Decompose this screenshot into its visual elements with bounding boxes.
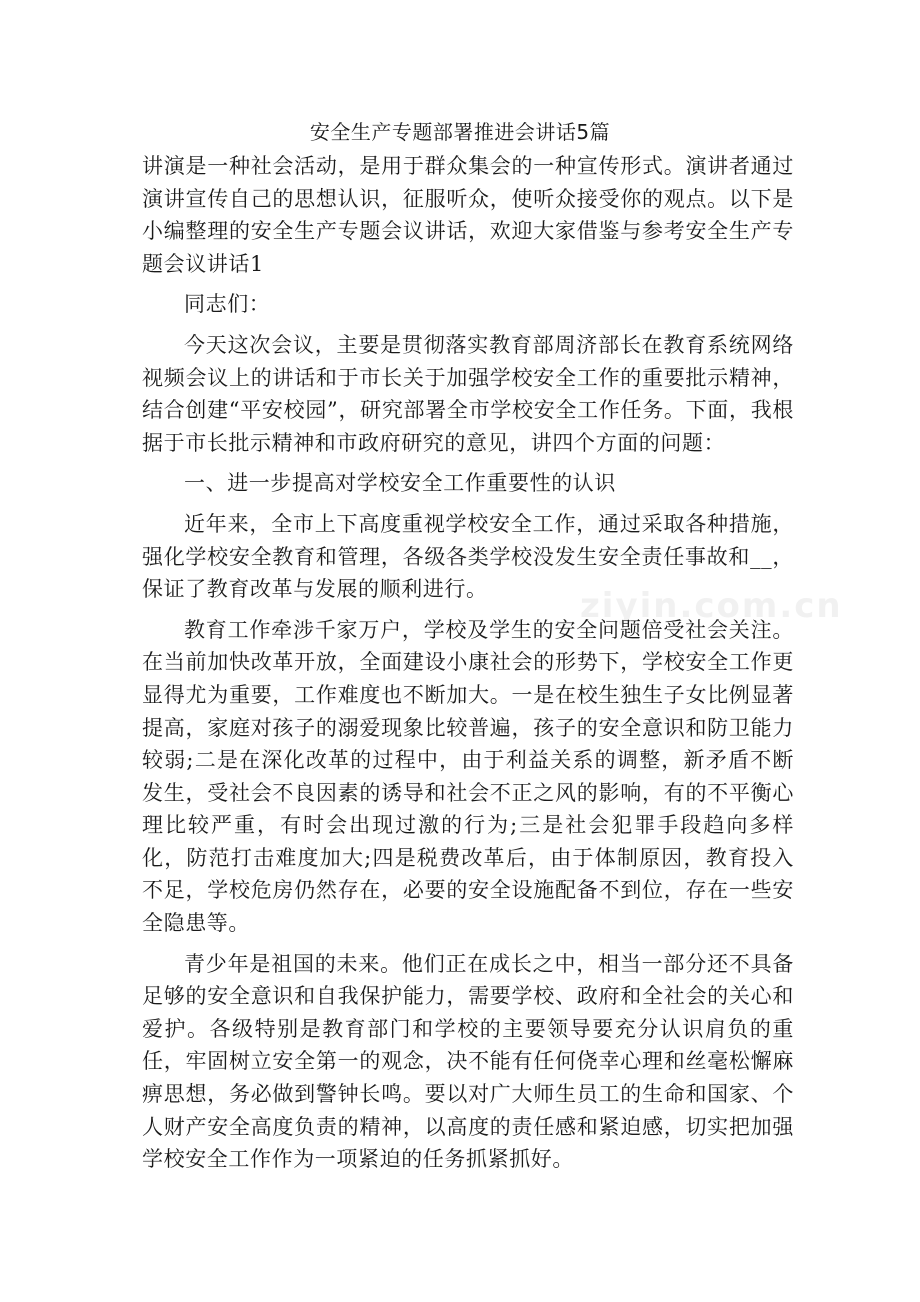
- body-paragraph: 教育工作牵涉千家万户，学校及学生的安全问题倍受社会关注。在当前加快改革开放，全面建设小康社会的形势下，学校安全工作更显得尤为重要，工作难度也不断加大。一是在校生独生子女比例显著提高，家庭对孩子的溺爱现象比较普遍，孩子的安全意识和防卫能力较弱;二是在深化改革的过程中，由于利益关系的调整，新矛盾不断发生，受社会不良因素的诱导和社会不正之风的影响，有的不平衡心理比较严重，有时会出现过激的行为;三是社会犯罪手段趋向多样化，防范打击难度加大;四是税费改革后，由于体制原因，教育投入不足，学校危房仍然存在，必要的安全设施配备不到位，存在一些安全隐患等。: [142, 617, 794, 936]
- body-paragraph: 青少年是祖国的未来。他们正在成长之中，相当一部分还不具备足够的安全意识和自我保护能力，需要学校、政府和全社会的关心和爱护。各级特别是教育部门和学校的主要领导要充分认识肩负的重任，牢固树立安全第一的观念，决不能有任何侥幸心理和丝毫松懈麻痹思想，务必做到警钟长鸣。要以对广大师生员工的生命和国家、个人财产安全高度负责的精神，以高度的责任感和紧迫感，切实把加强学校安全工作作为一项紧迫的任务抓紧抓好。: [142, 951, 794, 1172]
- document-body: [142, 150, 794, 1176]
- body-paragraph: 今天这次会议，主要是贯彻落实教育部周济部长在教育系统网络视频会议上的讲话和于市长关于加强学校安全工作的重要批示精神，结合创建“平安校园”，研究部署全市学校安全工作任务。下面，我根据于市长批示精神和市政府研究的意见，讲四个方面的问题：: [142, 332, 794, 455]
- section-heading: 一、进一步提高对学校安全工作重要性的认识: [184, 471, 616, 496]
- salutation-paragraph: 同志们：: [184, 292, 271, 317]
- body-paragraph: 近年来，全市上下高度重视学校安全工作，通过采取各种措施，强化学校安全教育和管理，各级各类学校没发生安全责任事故和__，保证了教育改革与发展的顺利进行。: [142, 511, 794, 602]
- watermark-text: ziyin.com.cn: [580, 586, 843, 626]
- intro-paragraph: 讲演是一种社会活动，是用于群众集会的一种宣传形式。演讲者通过演讲宣传自己的思想认识，征服听众，使听众接受你的观点。以下是小编整理的安全生产专题会议讲话，欢迎大家借鉴与参考安全生产专题会议讲话1: [142, 154, 794, 276]
- document-title: 安全生产专题部署推进会讲话5篇: [309, 120, 611, 144]
